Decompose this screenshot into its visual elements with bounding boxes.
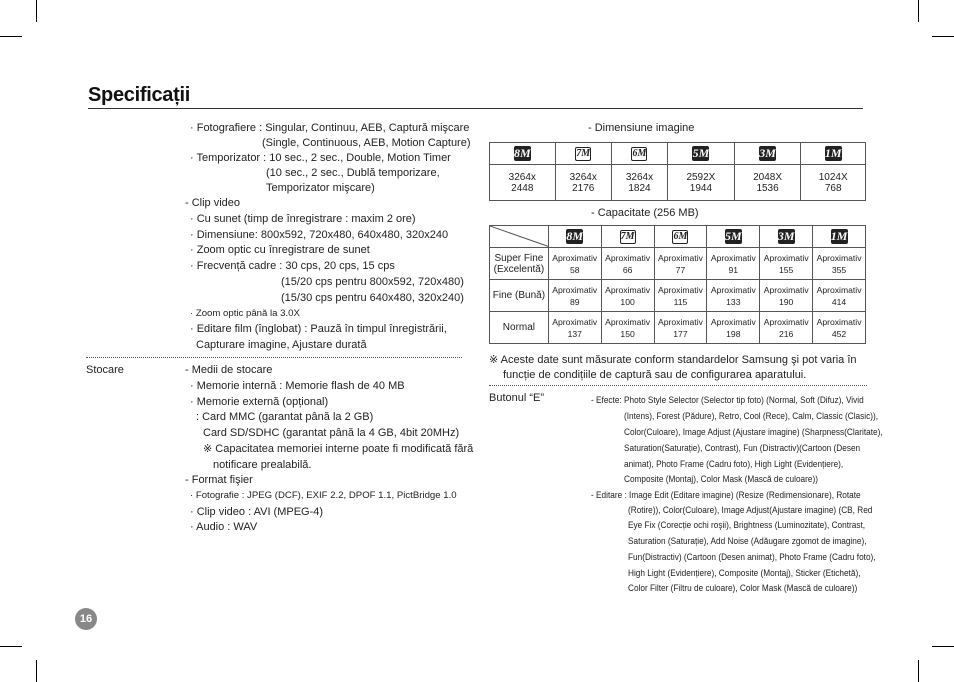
approx-label: Aproximativ	[816, 316, 862, 327]
capacity-value: 66	[622, 264, 633, 275]
approx-label: Aproximativ	[763, 284, 809, 295]
approx-label: Aproximativ	[605, 316, 651, 327]
spec-line: notificare prealabilă.	[213, 459, 312, 471]
quality-name: Normal	[502, 322, 536, 333]
capacity-value: 100	[620, 296, 635, 307]
size-5m-icon: 5M	[692, 146, 710, 160]
size-value: 2176	[572, 182, 595, 194]
crop-mark	[932, 36, 954, 37]
crop-mark	[0, 36, 22, 37]
effects-line: - Efecte: Photo Style Selector (Selector tip foto) (Normal, Soft (Difuz), Vivid	[591, 395, 864, 406]
capacity-value: 77	[675, 264, 686, 275]
size-value: 3264x	[625, 171, 654, 183]
effects-line: Saturation(Saturație), Contrast), Fun (Distractiv)(Cartoon (Desen	[624, 443, 861, 454]
size-cell	[490, 165, 556, 201]
table-row	[490, 312, 866, 344]
spec-line: · Memorie internă : Memorie flash de 40 MB	[190, 380, 405, 392]
capacity-value: 155	[779, 264, 794, 275]
icon-cell	[668, 143, 735, 165]
page-title: Specificații	[88, 84, 190, 106]
capacity-cell	[813, 280, 866, 312]
size-1m-icon: 1M	[824, 146, 842, 160]
title-underline	[88, 108, 863, 109]
capacity-cell	[601, 248, 654, 280]
size-value: 768	[824, 182, 842, 194]
e-button-label: Butonul “E”	[489, 392, 545, 404]
capacity-cell	[548, 248, 601, 280]
capacity-cell	[654, 280, 707, 312]
approx-label: Aproximativ	[552, 284, 598, 295]
spec-line: Card SD/SDHC (garantat până la 4 GB, 4bit 20MHz)	[203, 427, 460, 439]
crop-mark	[36, 660, 37, 682]
icon-cell	[548, 226, 601, 248]
icon-cell	[707, 226, 760, 248]
size-1m-icon: 1M	[830, 229, 848, 243]
note-line: funcție de condițiile de captură sau de configurarea aparatului.	[503, 369, 807, 381]
size-cell	[555, 165, 611, 201]
spec-line: · Fotografiere : Singular, Continuu, AEB, Captură mişcare	[190, 122, 470, 134]
spec-line: · Temporizator : 10 sec., 2 sec., Double, Motion Timer	[190, 152, 451, 164]
spec-line: · Editare film (înglobat) : Pauză în timpul înregistrării,	[190, 323, 447, 335]
capacity-value: 150	[620, 328, 635, 339]
spec-line: (15/30 cps pentru 640x480, 320x240)	[281, 292, 464, 304]
size-5m-icon: 5M	[724, 229, 742, 243]
edit-line: Eye Fix (Corecție ochi roşii), Brightness (Luminozitate), Contrast,	[628, 520, 866, 531]
size-3m-icon: 3M	[759, 146, 776, 160]
approx-label: Aproximativ	[552, 252, 598, 263]
edit-line: Saturation (Saturație), Add Noise (Adăugare zgomot de imagine),	[628, 536, 867, 547]
storage-label: Stocare	[86, 364, 124, 376]
size-3m-icon: 3M	[777, 229, 795, 243]
capacity-cell	[760, 248, 813, 280]
size-value: 1536	[756, 182, 779, 194]
spec-line: · Fotografie : JPEG (DCF), EXIF 2.2, DPOF 1.1, PictBridge 1.0	[190, 490, 457, 501]
capacity-value: 115	[673, 296, 688, 307]
crop-mark	[918, 0, 919, 22]
capacity-cell	[813, 312, 866, 344]
spec-line: (15/20 cps pentru 800x592, 720x480)	[281, 276, 464, 288]
spec-line: · Cu sunet (timp de înregistrare : maxim 2 ore)	[190, 213, 416, 225]
capacity-value: 133	[726, 296, 741, 307]
dotted-divider	[489, 385, 867, 386]
icon-cell	[601, 226, 654, 248]
capacity-value: 355	[831, 264, 847, 275]
icon-cell	[760, 226, 813, 248]
size-cell	[734, 165, 801, 201]
size-value: 3264x	[508, 171, 536, 183]
quality-label	[490, 280, 549, 312]
spec-line: - Medii de stocare	[185, 364, 273, 376]
size-value: 1024X	[818, 171, 848, 183]
spec-line: ※ Capacitatea memoriei interne poate fi modificată fără	[203, 443, 474, 455]
size-value: 3264x	[569, 171, 597, 183]
icon-cell	[813, 226, 866, 248]
approx-label: Aproximativ	[658, 284, 703, 295]
approx-label: Aproximativ	[552, 316, 598, 327]
size-cell	[668, 165, 735, 201]
size-6m-icon: 6M	[632, 147, 647, 159]
capacity-value: 91	[728, 264, 739, 275]
size-6m-icon: 6M	[673, 230, 688, 242]
icon-cell	[734, 143, 801, 165]
effects-line: Composite (Montaj), Color Mask (Mască de culoare))	[624, 474, 818, 485]
capacity-cell	[601, 312, 654, 344]
spec-line: : Card MMC (garantat până la 2 GB)	[196, 411, 374, 423]
approx-label: Aproximativ	[816, 252, 862, 263]
spec-line: · Zoom optic cu înregistrare de sunet	[190, 244, 370, 256]
edit-line: Color Filter (Filtru de culoare), Color Mask (Mască de culoare))	[628, 583, 858, 594]
effects-line: animat), Photo Frame (Cadru foto), High Light (Evidențiere),	[624, 459, 844, 470]
size-7m-icon: 7M	[620, 230, 635, 242]
effects-line: Color(Culoare), Image Adjust (Ajustare imagine) (Sharpness(Claritate),	[624, 427, 883, 438]
capacity-cell	[707, 312, 760, 344]
capacity-value: 198	[726, 328, 741, 339]
capacity-cell	[707, 248, 760, 280]
approx-label: Aproximativ	[605, 252, 651, 263]
size-7m-icon: 7M	[576, 147, 591, 159]
approx-label: Aproximativ	[763, 252, 809, 263]
spec-line: · Clip video : AVI (MPEG-4)	[190, 506, 324, 518]
corner-cell	[490, 226, 549, 248]
capacity-value: 89	[569, 296, 580, 307]
size-8m-icon: 8M	[566, 229, 584, 243]
quality-name: Fine (Bună)	[492, 290, 546, 301]
table-row	[490, 280, 866, 312]
spec-line: · Dimensiune: 800x592, 720x480, 640x480, 320x240	[190, 229, 449, 241]
spec-line: · Frecvență cadre : 30 cps, 20 cps, 15 cps	[190, 260, 395, 272]
approx-label: Aproximativ	[763, 316, 809, 327]
spec-line: - Clip video	[185, 197, 241, 209]
edit-line: Fun(Distractiv) (Cartoon (Desen animat), Photo Frame (Cadru foto),	[628, 552, 876, 563]
size-heading: - Dimensiune imagine	[588, 122, 695, 134]
size-8m-icon: 8M	[513, 146, 531, 160]
crop-mark	[932, 646, 954, 647]
size-value: 2592X	[686, 171, 716, 183]
approx-label: Aproximativ	[710, 252, 756, 263]
approx-label: Aproximativ	[658, 316, 703, 327]
capacity-cell	[760, 280, 813, 312]
quality-name: (Excelentă)	[493, 263, 545, 275]
edit-line: - Editare : Image Edit (Editare imagine) (Resize (Redimensionare), Rotate	[591, 490, 861, 501]
spec-line: · Memorie externă (opțional)	[190, 396, 329, 408]
approx-label: Aproximativ	[816, 284, 862, 295]
effects-line: (Intens), Forest (Pădure), Retro, Cool (Rece), Calm, Classic (Clasic)),	[624, 411, 878, 422]
note-line: ※ Aceste date sunt măsurate conform standardelor Samsung şi pot varia în	[489, 354, 857, 366]
quality-name: Super Fine	[494, 252, 544, 264]
capacity-value: 414	[831, 296, 847, 307]
page-number: 16	[75, 608, 97, 630]
capacity-cell	[813, 248, 866, 280]
spec-line: Capturare imagine, Ajustare durată	[196, 339, 367, 351]
spec-line: · Zoom optic până la 3.0X	[190, 308, 300, 319]
quality-label	[490, 248, 549, 280]
image-size-table	[489, 142, 866, 201]
capacity-value: 452	[831, 328, 847, 339]
capacity-cell	[548, 280, 601, 312]
icon-cell	[555, 143, 611, 165]
icon-cell	[490, 143, 556, 165]
dotted-divider	[86, 357, 462, 358]
edit-line: (Rotire)), Color(Culoare), Image Adjust(Ajustare imagine) (CB, Red	[628, 505, 873, 516]
size-value: 1824	[628, 182, 651, 194]
approx-label: Aproximativ	[658, 252, 703, 263]
approx-label: Aproximativ	[710, 284, 756, 295]
table-row	[490, 248, 866, 280]
capacity-cell	[548, 312, 601, 344]
spec-line: - Format fişier	[185, 474, 253, 486]
capacity-cell	[601, 280, 654, 312]
spec-line: · Audio : WAV	[190, 521, 258, 533]
crop-mark	[36, 0, 37, 22]
icon-cell	[801, 143, 866, 165]
quality-label	[490, 312, 549, 344]
spec-line: (10 sec., 2 sec., Dublă temporizare,	[266, 167, 440, 179]
capacity-table	[489, 225, 866, 344]
size-value: 1944	[689, 182, 713, 194]
size-cell	[611, 165, 667, 201]
diagonal-line	[490, 226, 548, 247]
size-value: 2448	[511, 182, 534, 194]
capacity-value: 177	[673, 328, 688, 339]
capacity-value: 190	[779, 296, 794, 307]
capacity-value: 58	[569, 264, 580, 275]
capacity-cell	[654, 312, 707, 344]
size-cell	[801, 165, 866, 201]
capacity-heading: - Capacitate (256 MB)	[591, 207, 699, 219]
icon-cell	[611, 143, 667, 165]
approx-label: Aproximativ	[605, 284, 651, 295]
capacity-value: 137	[567, 328, 582, 339]
crop-mark	[918, 660, 919, 682]
spec-line: Temporizator mişcare)	[266, 182, 375, 194]
spec-line: (Single, Continuous, AEB, Motion Capture)	[262, 137, 471, 149]
crop-mark	[0, 646, 22, 647]
edit-line: High Light (Evidențiere), Composite (Montaj), Sticker (Etichetă),	[628, 568, 861, 579]
icon-cell	[654, 226, 707, 248]
size-value: 2048X	[753, 171, 783, 183]
capacity-cell	[760, 312, 813, 344]
capacity-value: 216	[779, 328, 794, 339]
approx-label: Aproximativ	[710, 316, 756, 327]
capacity-cell	[707, 280, 760, 312]
capacity-cell	[654, 248, 707, 280]
